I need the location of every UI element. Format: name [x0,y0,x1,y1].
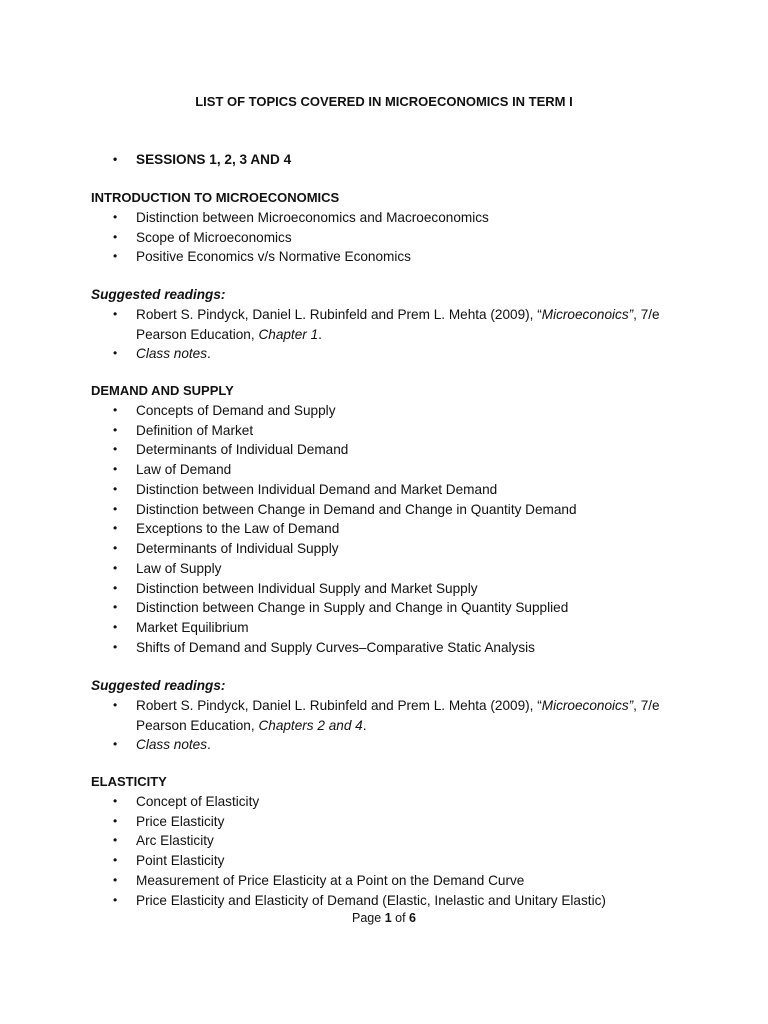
list-item [91,579,577,599]
list-item-text: Positive Economics v/s Normative Economics [136,249,411,265]
bullet-icon: • [113,521,118,536]
list-item [91,228,489,248]
sessions-block [91,150,291,170]
reading-notes-end: . [207,346,211,362]
list-item [91,618,577,638]
list-item [91,559,577,579]
bullet-icon: • [113,462,118,476]
list-item-text: Definition of Market [136,422,254,438]
bullet-icon: • [113,306,118,321]
list-item-text: Price Elasticity and Elasticity of Demand (Elastic, Inelastic and Unitary Elastic) [136,892,606,908]
bullet-icon: • [113,442,118,457]
section-demand-supply [91,381,577,658]
list-item [91,519,577,539]
list-item-text: Concepts of Demand and Supply [136,402,336,418]
page-footer [0,911,768,925]
bullet-icon: • [113,422,118,437]
bullet-icon: • [113,892,118,907]
reading-item-continuation [91,716,660,736]
reading-item-continuation [91,325,660,345]
list-item [91,871,606,891]
bullet-icon: • [113,793,118,808]
section-heading: INTRODUCTION TO MICROECONOMICS [91,190,340,205]
section-introduction [91,188,489,267]
list-item [91,831,606,851]
bullet-icon: • [113,813,118,828]
reading-edition: , 7/e [633,697,660,713]
list-item [91,812,606,832]
list-item [91,208,489,228]
reading-item [91,696,660,716]
list-item [91,638,577,658]
list-item [91,401,577,421]
bullet-icon: • [113,501,118,516]
bullet-icon: • [113,833,118,848]
section-heading: DEMAND AND SUPPLY [91,383,234,398]
reading-item [91,735,660,755]
reading-edition: , 7/e [633,306,660,322]
list-item [91,421,577,441]
readings-label: Suggested readings: [91,678,226,693]
list-item-text: Distinction between Change in Supply and Change in Quantity Supplied [136,600,569,616]
list-item [91,480,577,500]
list-item [91,891,606,911]
footer-mid: of [391,911,410,925]
bullet-icon: • [113,209,118,224]
page-title: LIST OF TOPICS COVERED IN MICROECONOMICS IN TERM I [195,94,573,109]
suggested-readings-2 [91,676,660,755]
list-item [91,247,489,267]
bullet-icon: • [113,853,118,867]
list-item-text: Scope of Microeconomics [136,229,292,245]
list-item-text: Measurement of Price Elasticity at a Point on the Demand Curve [136,872,525,888]
reading-item [91,344,660,364]
bullet-icon: • [113,580,118,595]
list-item-text: Shifts of Demand and Supply Curves–Comparative Static Analysis [136,639,535,655]
footer-page-total: 6 [409,911,416,925]
footer-prefix: Page [352,911,385,925]
reading-publisher: Pearson Education, [136,326,259,342]
suggested-readings-1 [91,285,660,364]
list-item-text: Determinants of Individual Demand [136,442,349,458]
bullet-icon: • [113,872,118,887]
reading-book: Microeconoics” [541,306,634,322]
bullet-icon: • [113,229,118,244]
section-elasticity [91,772,606,910]
bullet-icon: • [113,697,118,712]
reading-authors: Robert S. Pindyck, Daniel L. Rubinfeld and Prem L. Mehta (2009), “ [136,697,542,713]
list-item [91,500,577,520]
list-item-text: Concept of Elasticity [136,793,260,809]
reading-notes: Class notes [136,346,208,362]
readings-label: Suggested readings: [91,287,226,302]
bullet-icon: • [113,402,118,417]
list-item-text: Distinction between Microeconomics and Macroeconomics [136,209,489,225]
reading-chapter: Chapters 2 and 4 [258,717,363,733]
reading-end: . [362,717,367,733]
list-item-text: Distinction between Individual Supply and Market Supply [136,580,478,596]
bullet-icon: • [113,481,118,496]
list-item-text: Price Elasticity [136,813,225,829]
list-item [91,851,606,871]
bullet-icon: • [113,249,118,264]
list-item-text: Determinants of Individual Supply [136,541,339,556]
bullet-icon: • [113,560,118,575]
list-item-text: Arc Elasticity [136,833,214,849]
bullet-icon: • [113,620,118,634]
reading-authors: Robert S. Pindyck, Daniel L. Rubinfeld and Prem L. Mehta (2009), “ [136,306,542,322]
reading-chapter: Chapter 1 [258,326,319,342]
list-item-text: Law of Supply [136,560,222,576]
bullet-icon: • [113,541,118,555]
bullet-icon: • [113,346,118,361]
sessions-label: SESSIONS 1, 2, 3 AND 4 [136,152,292,167]
list-item-text: Exceptions to the Law of Demand [136,521,340,537]
bullet-icon: • [113,152,118,166]
reading-notes: Class notes [136,737,208,753]
reading-item [91,305,660,325]
bullet-icon: • [113,639,118,654]
bullet-icon: • [113,600,118,615]
list-item [91,440,577,460]
list-item [91,792,606,812]
reading-book: Microeconoics” [541,697,634,713]
list-item-text: Distinction between Individual Demand and Market Demand [136,481,498,497]
list-item [91,460,577,480]
list-item-text: Distinction between Change in Demand and Change in Quantity Demand [136,501,577,517]
reading-publisher: Pearson Education, [136,717,259,733]
list-item [91,539,577,559]
list-item [91,598,577,618]
section-heading: ELASTICITY [91,774,167,789]
reading-end: . [318,326,322,342]
reading-notes-end: . [207,737,211,753]
list-item-text: Law of Demand [136,462,232,477]
list-item-text: Point Elasticity [136,853,225,868]
footer-page-number: 1 [384,911,392,925]
bullet-icon: • [113,737,118,752]
list-item-text: Market Equilibrium [136,620,249,635]
list-item [91,150,291,170]
